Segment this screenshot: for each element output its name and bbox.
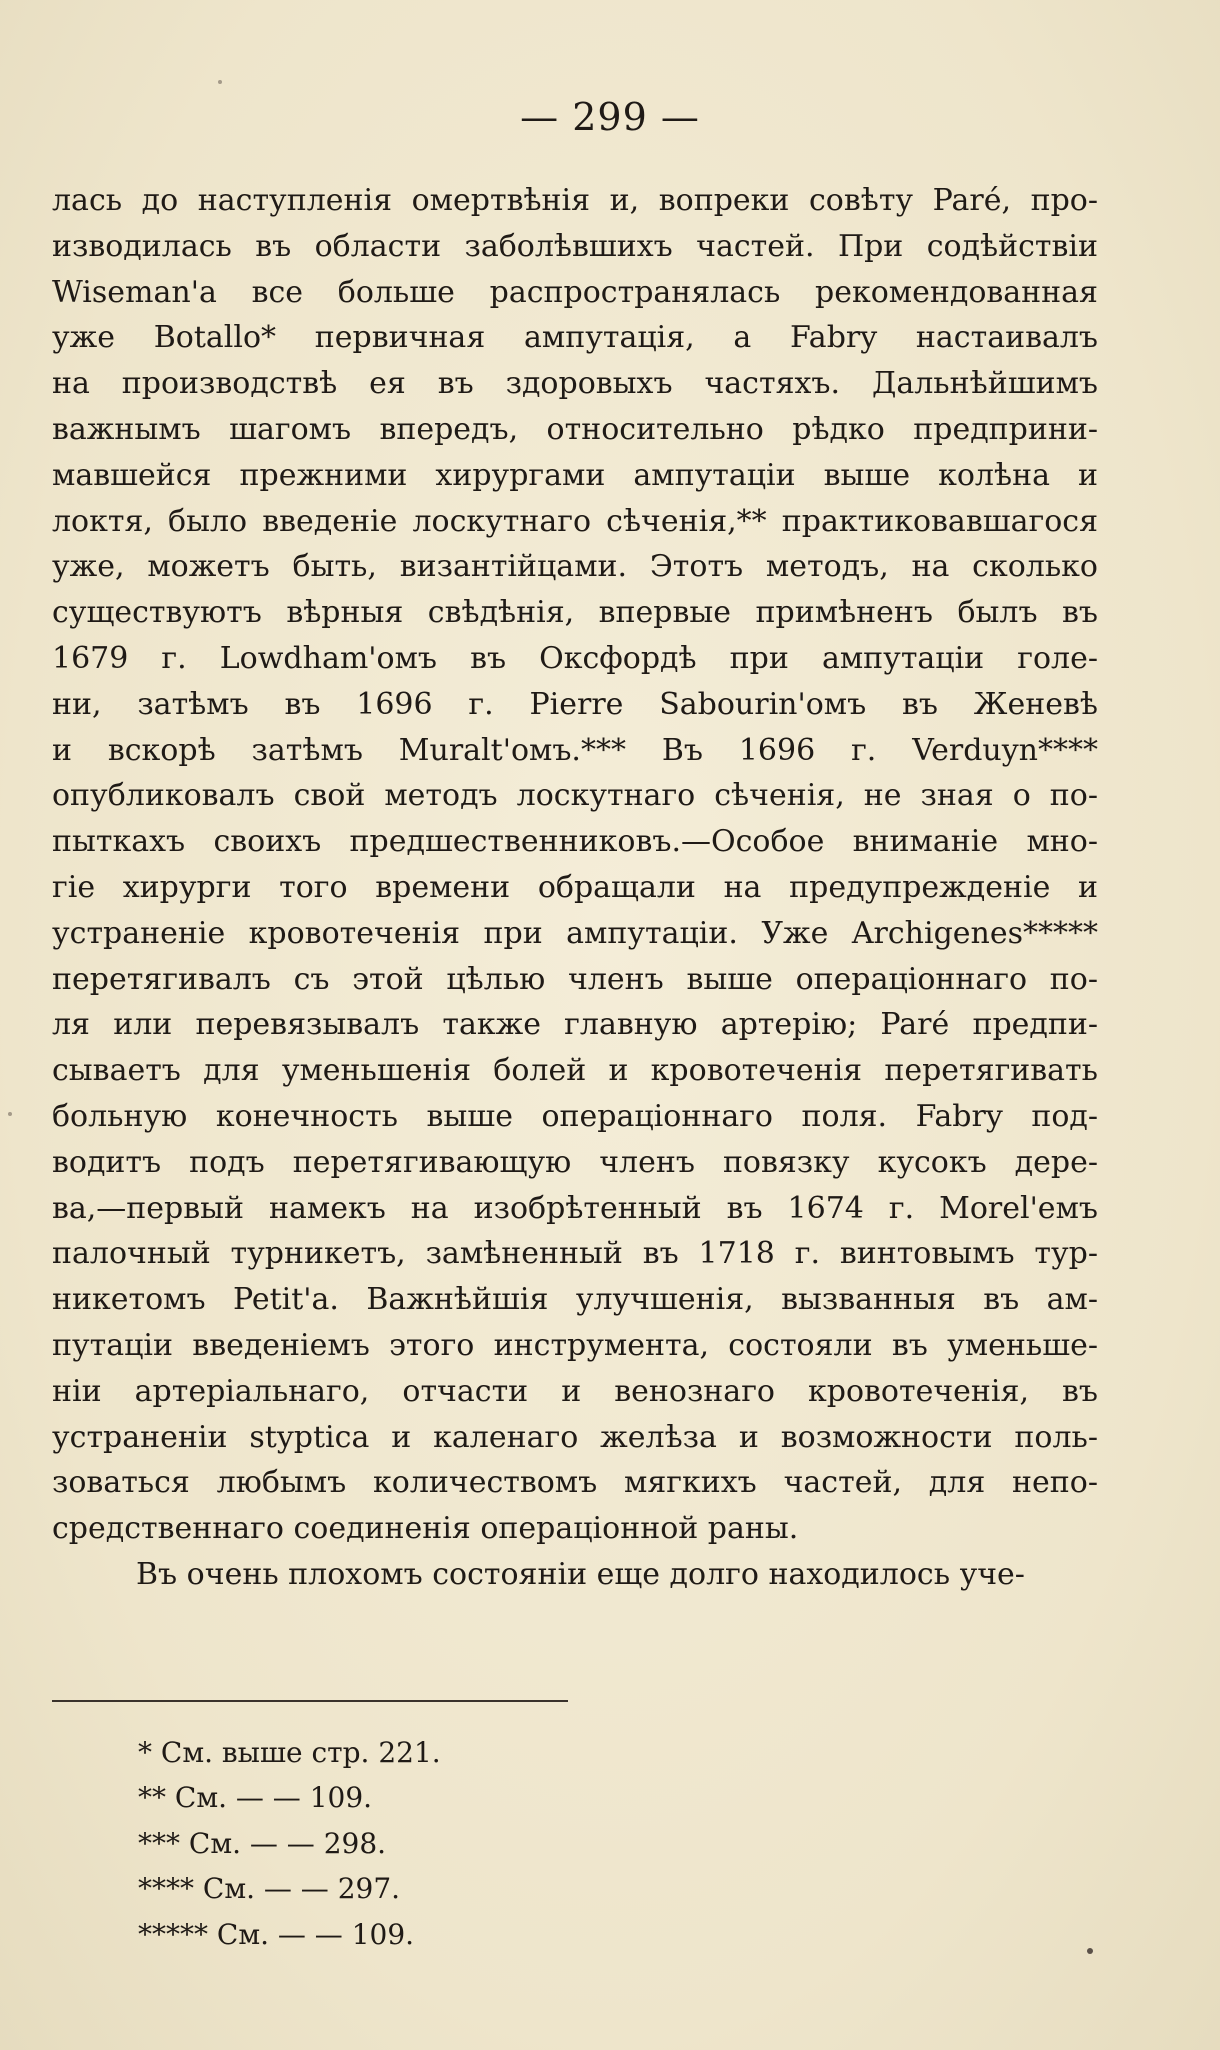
ink-speck — [1087, 1948, 1093, 1954]
text-line: Wiseman'а все больше распространялась рекомендованная — [52, 274, 1098, 310]
text-line: зоваться любымъ количествомъ мягкихъ частей, для непо- — [52, 1465, 1098, 1501]
text-line: устраненіи styptica и каленаго желѣза и возможности поль- — [52, 1419, 1098, 1455]
text-line: 1679 г. Lowdham'омъ въ Оксфордѣ при ампутаціи голе- — [52, 640, 1098, 676]
text-line: больную конечность выше операціоннаго поля. Fabry под- — [52, 1098, 1098, 1134]
text-line: мавшейся прежними хирургами ампутаціи выше колѣна и — [52, 457, 1098, 493]
text-line: ніи артеріальнаго, отчасти и венознаго кровотеченія, въ — [52, 1373, 1098, 1409]
footnotes-block — [138, 1730, 738, 1957]
paragraph-end-line: средственнаго соединенія операціонной раны. — [52, 1511, 799, 1547]
text-line: на производствѣ ея въ здоровыхъ частяхъ. Дальнѣйшимъ — [52, 366, 1098, 402]
footnote: **** См. — — 297. — [138, 1872, 401, 1906]
text-line: гіе хирурги того времени обращали на предупрежденіе и — [52, 869, 1098, 905]
text-line: путаціи введеніемъ этого инструмента, состояли въ уменьше- — [52, 1327, 1098, 1363]
text-line: перетягивалъ съ этой цѣлью членъ выше операціоннаго по- — [52, 961, 1098, 997]
text-line: пыткахъ своихъ предшественниковъ.—Особое вниманіе мно- — [52, 824, 1098, 860]
text-line: устраненіе кровотеченія при ампутаціи. Уже Archigenes***** — [52, 915, 1098, 951]
text-line: существуютъ вѣрныя свѣдѣнія, впервые примѣненъ былъ въ — [52, 595, 1098, 631]
text-line: уже, можетъ быть, византійцами. Этотъ методъ, на сколько — [52, 549, 1098, 585]
footnote: ** См. — — 109. — [138, 1781, 373, 1815]
text-line: лась до наступленія омертвѣнія и, вопреки совѣту Paré, про- — [52, 183, 1098, 218]
text-line: изводилась въ области заболѣвшихъ частей. При содѣйствіи — [52, 228, 1098, 264]
new-paragraph-line: Въ очень плохомъ состояніи еще долго находилось уче- — [136, 1556, 1025, 1592]
text-line: палочный турникетъ, замѣненный въ 1718 г. винтовымъ тур- — [52, 1236, 1098, 1272]
text-line: опубликовалъ свой методъ лоскутнаго сѣченія, не зная о по- — [52, 778, 1098, 814]
main-text-block — [52, 178, 1098, 1598]
footnote: *** См. — — 298. — [138, 1826, 387, 1860]
text-line: локтя, было введеніе лоскутнаго сѣченія,** практиковавшагося — [52, 503, 1098, 539]
text-line: уже Botallo* первичная ампутація, а Fabry настаивалъ — [52, 320, 1098, 356]
footnote: ***** См. — — 109. — [138, 1917, 415, 1951]
ink-speck — [218, 80, 222, 84]
text-line: и вскорѣ затѣмъ Muralt'омъ.*** Въ 1696 г. Verduyn**** — [52, 732, 1098, 768]
text-line: водитъ подъ перетягивающую членъ повязку кусокъ дере- — [52, 1144, 1098, 1180]
footnote-divider — [52, 1700, 568, 1702]
text-line: сываетъ для уменьшенія болей и кровотеченія перетягивать — [52, 1053, 1098, 1089]
footnote: * См. выше стр. 221. — [138, 1736, 441, 1769]
text-line: никетомъ Petit'а. Важнѣйшія улучшенія, вызванныя въ ам- — [52, 1282, 1098, 1318]
text-line: важнымъ шагомъ впередъ, относительно рѣдко предприни- — [52, 411, 1098, 447]
text-line: ни, затѣмъ въ 1696 г. Pierre Sabourin'омъ въ Женевѣ — [52, 686, 1098, 722]
ink-speck — [8, 1112, 12, 1116]
page-number: — 299 — — [520, 95, 700, 139]
text-line: ля или перевязывалъ также главную артерію; Paré предпи- — [52, 1007, 1098, 1043]
text-line: ва,—первый намекъ на изобрѣтенный въ 1674 г. Morel'емъ — [52, 1190, 1098, 1226]
